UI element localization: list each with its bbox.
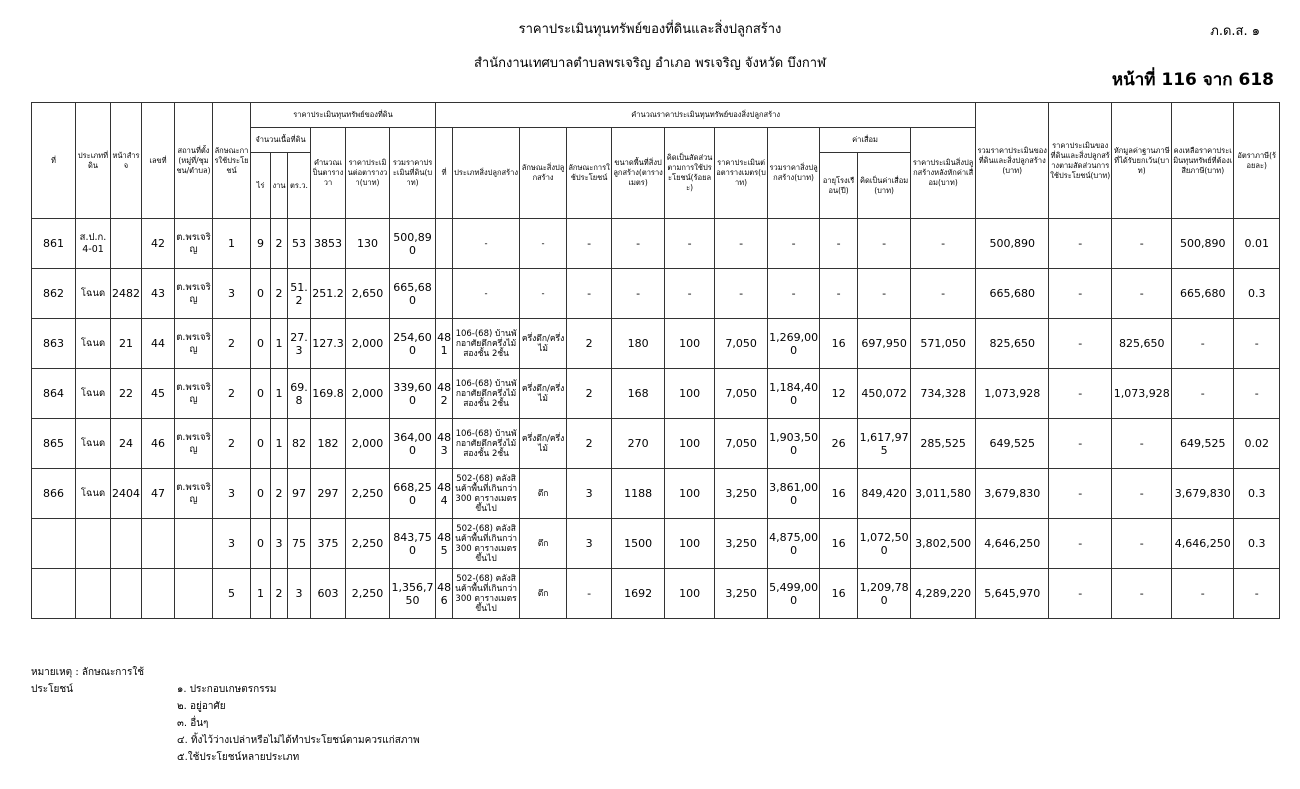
cell-deduct: 825,650 bbox=[1112, 319, 1172, 369]
cell-wa: 97 bbox=[288, 469, 311, 519]
cell-b-usage: 2 bbox=[567, 319, 612, 369]
cell-land-type: โฉนด bbox=[76, 469, 111, 519]
cell-b-price: 7,050 bbox=[715, 319, 768, 369]
cell-land-total: 254,600 bbox=[390, 319, 436, 369]
col-header-b-after: ราคาประเมินสิ่งปลูกสร้างหลังหักค่าเสื่อม(บาท) bbox=[911, 128, 976, 219]
col-header-b-type: ประเภทสิ่งปลูกสร้าง bbox=[453, 128, 520, 219]
cell-b-pct: - bbox=[665, 269, 715, 319]
cell-b-price: 3,250 bbox=[715, 569, 768, 619]
cell-b-size: 1692 bbox=[612, 569, 665, 619]
col-header-b-total: รวมราคาสิ่งปลูกสร้าง(บาท) bbox=[768, 128, 820, 219]
cell-rai: 0 bbox=[251, 369, 271, 419]
table-row bbox=[32, 369, 1280, 419]
cell-price: 2,000 bbox=[346, 419, 390, 469]
col-header-calc-sqwa: คำนวณเป็นตารางวา bbox=[311, 128, 346, 219]
cell-location: ต.พรเจริญ bbox=[175, 269, 213, 319]
cell-land-type: โฉนด bbox=[76, 419, 111, 469]
cell-b-price: 7,050 bbox=[715, 369, 768, 419]
cell-dep-value: 1,072,500 bbox=[858, 519, 911, 569]
cell-b-usage: 2 bbox=[567, 419, 612, 469]
cell-b-size: 1188 bbox=[612, 469, 665, 519]
cell-b-type: - bbox=[453, 269, 520, 319]
cell-sqwa: 169.8 bbox=[311, 369, 346, 419]
col-header-usage: ลักษณะการใช้ประโยชน์ bbox=[213, 103, 251, 219]
cell-land-type: โฉนด bbox=[76, 269, 111, 319]
col-header-b-no: ที่ bbox=[436, 128, 453, 219]
cell-rai: 0 bbox=[251, 319, 271, 369]
col-header-tax-rate: อัตราภาษี(ร้อยละ) bbox=[1234, 103, 1280, 219]
cell-location: ต.พรเจริญ bbox=[175, 369, 213, 419]
cell-b-size: 168 bbox=[612, 369, 665, 419]
cell-total: 5,645,970 bbox=[976, 569, 1049, 619]
cell-location: ต.พรเจริญ bbox=[175, 319, 213, 369]
notes-label: หมายเหตุ : ลักษณะการใช้ประโยชน์ bbox=[31, 667, 145, 695]
cell-location: ต.พรเจริญ bbox=[175, 219, 213, 269]
cell-page: 24 bbox=[111, 419, 142, 469]
col-header-b-price: ราคาประเมินต่อตารางเมตร(บาท) bbox=[715, 128, 768, 219]
cell-prop: - bbox=[1049, 219, 1112, 269]
cell-rate: 0.02 bbox=[1234, 419, 1280, 469]
col-header-deduction: หักมูลค่าฐานภาษีที่ได้รับยกเว้น(บาท) bbox=[1112, 103, 1172, 219]
cell-b-price: - bbox=[715, 219, 768, 269]
cell-rate: 0.01 bbox=[1234, 219, 1280, 269]
cell-b-price: 3,250 bbox=[715, 469, 768, 519]
cell-b-after: - bbox=[911, 219, 976, 269]
cell-dep-value: 1,617,975 bbox=[858, 419, 911, 469]
cell-b-no: 485 bbox=[436, 519, 453, 569]
cell-b-pct: 100 bbox=[665, 469, 715, 519]
cell-remain: - bbox=[1172, 569, 1234, 619]
cell-land-type: โฉนด bbox=[76, 369, 111, 419]
cell-rate: 0.3 bbox=[1234, 519, 1280, 569]
cell-number: 42 bbox=[142, 219, 175, 269]
cell-price: 2,250 bbox=[346, 569, 390, 619]
cell-b-char: ตึก bbox=[520, 469, 567, 519]
cell-prop: - bbox=[1049, 269, 1112, 319]
cell-b-type: 106-(68) บ้านพักอาศัยตึกครึ่งไม้สองชั้น 2ชั้น bbox=[453, 369, 520, 419]
cell-b-type: - bbox=[453, 219, 520, 269]
cell-b-after: 4,289,220 bbox=[911, 569, 976, 619]
cell-b-total: - bbox=[768, 269, 820, 319]
col-header-prop-value: ราคาประเมินของที่ดินและสิ่งปลูกสร้างตามสัดส่วนการใช้ประโยชน์(บาท) bbox=[1049, 103, 1112, 219]
cell-b-char: ครึ่งตึก/ครึ่งไม้ bbox=[520, 369, 567, 419]
cell-page: 21 bbox=[111, 319, 142, 369]
cell-usage: 2 bbox=[213, 319, 251, 369]
cell-remain: 500,890 bbox=[1172, 219, 1234, 269]
cell-ngan: 2 bbox=[271, 269, 288, 319]
cell-location: ต.พรเจริญ bbox=[175, 469, 213, 519]
cell-b-total: 5,499,000 bbox=[768, 569, 820, 619]
cell-land-type bbox=[76, 569, 111, 619]
col-header-dep-group: ค่าเสื่อม bbox=[820, 128, 911, 153]
cell-dep-age: 16 bbox=[820, 519, 858, 569]
cell-ngan: 1 bbox=[271, 419, 288, 469]
cell-ngan: 2 bbox=[271, 569, 288, 619]
cell-remain: 649,525 bbox=[1172, 419, 1234, 469]
col-header-no: ที่ bbox=[32, 103, 76, 219]
cell-b-price: - bbox=[715, 269, 768, 319]
table-row bbox=[32, 219, 1280, 269]
cell-b-char: ครึ่งตึก/ครึ่งไม้ bbox=[520, 319, 567, 369]
cell-rai: 0 bbox=[251, 469, 271, 519]
cell-number: 45 bbox=[142, 369, 175, 419]
cell-b-size: 1500 bbox=[612, 519, 665, 569]
cell-no: 865 bbox=[32, 419, 76, 469]
cell-location bbox=[175, 569, 213, 619]
col-header-b-usage: ลักษณะการใช้ประโยชน์ bbox=[567, 128, 612, 219]
cell-b-total: - bbox=[768, 219, 820, 269]
cell-b-pct: 100 bbox=[665, 369, 715, 419]
cell-location bbox=[175, 519, 213, 569]
cell-b-after: 734,328 bbox=[911, 369, 976, 419]
cell-no bbox=[32, 519, 76, 569]
cell-dep-value: 697,950 bbox=[858, 319, 911, 369]
cell-b-usage: - bbox=[567, 219, 612, 269]
cell-number bbox=[142, 519, 175, 569]
cell-b-no: 482 bbox=[436, 369, 453, 419]
cell-wa: 75 bbox=[288, 519, 311, 569]
table-row bbox=[32, 319, 1280, 369]
cell-usage: 2 bbox=[213, 419, 251, 469]
note-item: ๒. อยู่อาศัย bbox=[177, 701, 226, 712]
cell-number: 43 bbox=[142, 269, 175, 319]
cell-b-after: 571,050 bbox=[911, 319, 976, 369]
cell-land-total: 1,356,750 bbox=[390, 569, 436, 619]
cell-sqwa: 297 bbox=[311, 469, 346, 519]
cell-page: 22 bbox=[111, 369, 142, 419]
cell-deduct: - bbox=[1112, 219, 1172, 269]
cell-number bbox=[142, 569, 175, 619]
col-header-land-total: รวมราคาประเมินที่ดิน(บาท) bbox=[390, 128, 436, 219]
cell-ngan: 2 bbox=[271, 219, 288, 269]
cell-b-no: 483 bbox=[436, 419, 453, 469]
table-row bbox=[32, 519, 1280, 569]
col-header-b-pct: คิดเป็นสัดส่วนตามการใช้ประโยชน์(ร้อยละ) bbox=[665, 128, 715, 219]
page-number: หน้าที่ 116 จาก 618 bbox=[1111, 70, 1274, 90]
cell-sqwa: 3853 bbox=[311, 219, 346, 269]
cell-no: 862 bbox=[32, 269, 76, 319]
cell-remain: - bbox=[1172, 369, 1234, 419]
cell-b-pct: 100 bbox=[665, 519, 715, 569]
cell-no bbox=[32, 569, 76, 619]
cell-land-total: 339,600 bbox=[390, 369, 436, 419]
cell-total: 1,073,928 bbox=[976, 369, 1049, 419]
cell-price: 2,250 bbox=[346, 519, 390, 569]
cell-wa: 3 bbox=[288, 569, 311, 619]
cell-deduct: - bbox=[1112, 469, 1172, 519]
cell-total: 3,679,830 bbox=[976, 469, 1049, 519]
cell-b-size: 270 bbox=[612, 419, 665, 469]
col-header-remaining: คงเหลือราคาประเมินทุนทรัพย์ที่ต้องเสียภาษี(บาท) bbox=[1172, 103, 1234, 219]
cell-price: 2,000 bbox=[346, 369, 390, 419]
cell-prop: - bbox=[1049, 569, 1112, 619]
cell-ngan: 1 bbox=[271, 319, 288, 369]
cell-b-char: ครึ่งตึก/ครึ่งไม้ bbox=[520, 419, 567, 469]
cell-no: 861 bbox=[32, 219, 76, 269]
cell-wa: 53 bbox=[288, 219, 311, 269]
col-header-rai: ไร่ bbox=[251, 153, 271, 219]
cell-deduct: - bbox=[1112, 519, 1172, 569]
cell-sqwa: 182 bbox=[311, 419, 346, 469]
cell-b-no: 484 bbox=[436, 469, 453, 519]
cell-dep-value: 849,420 bbox=[858, 469, 911, 519]
page-subtitle: สำนักงานเทศบาลตำบลพรเจริญ อำเภอ พรเจริญ จังหวัด บึงกาฬ bbox=[473, 56, 826, 71]
cell-usage: 3 bbox=[213, 519, 251, 569]
cell-b-pct: 100 bbox=[665, 569, 715, 619]
cell-land-total: 668,250 bbox=[390, 469, 436, 519]
cell-b-pct: 100 bbox=[665, 319, 715, 369]
cell-dep-age: 16 bbox=[820, 319, 858, 369]
cell-rai: 0 bbox=[251, 519, 271, 569]
col-header-total: รวมราคาประเมินของที่ดินและสิ่งปลูกสร้าง(บาท) bbox=[976, 103, 1049, 219]
cell-b-total: 1,269,000 bbox=[768, 319, 820, 369]
cell-b-after: 3,011,580 bbox=[911, 469, 976, 519]
table-row bbox=[32, 569, 1280, 619]
cell-b-total: 1,184,400 bbox=[768, 369, 820, 419]
cell-b-char: - bbox=[520, 269, 567, 319]
cell-b-price: 3,250 bbox=[715, 519, 768, 569]
cell-total: 4,646,250 bbox=[976, 519, 1049, 569]
col-header-building-group: คำนวณราคาประเมินทุนทรัพย์ของสิ่งปลูกสร้าง bbox=[436, 103, 976, 128]
col-header-land-group: ราคาประเมินทุนทรัพย์ของที่ดิน bbox=[251, 103, 436, 128]
cell-total: 649,525 bbox=[976, 419, 1049, 469]
cell-dep-value: - bbox=[858, 269, 911, 319]
cell-page: 2482 bbox=[111, 269, 142, 319]
cell-ngan: 2 bbox=[271, 469, 288, 519]
cell-price: 2,650 bbox=[346, 269, 390, 319]
cell-number: 44 bbox=[142, 319, 175, 369]
cell-b-type: 502-(68) คลังสินค้าพื้นที่เกินกว่า 300 ตารางเมตรขึ้นไป bbox=[453, 519, 520, 569]
cell-number: 47 bbox=[142, 469, 175, 519]
table-row bbox=[32, 419, 1280, 469]
cell-land-total: 500,890 bbox=[390, 219, 436, 269]
note-item: ๔. ทิ้งไว้ว่างเปล่าหรือไม่ได้ทำประโยชน์ตามควรแก่สภาพ bbox=[177, 735, 420, 746]
cell-sqwa: 375 bbox=[311, 519, 346, 569]
col-header-dep-age: อายุโรงเรือน(ปี) bbox=[820, 153, 858, 219]
cell-b-total: 3,861,000 bbox=[768, 469, 820, 519]
cell-page: 2404 bbox=[111, 469, 142, 519]
cell-sqwa: 127.3 bbox=[311, 319, 346, 369]
col-header-price-sqwa: ราคาประเมินต่อตารางวา(บาท) bbox=[346, 128, 390, 219]
cell-location: ต.พรเจริญ bbox=[175, 419, 213, 469]
cell-prop: - bbox=[1049, 319, 1112, 369]
cell-usage: 2 bbox=[213, 369, 251, 419]
cell-b-after: 3,802,500 bbox=[911, 519, 976, 569]
cell-rate: - bbox=[1234, 319, 1280, 369]
cell-sqwa: 603 bbox=[311, 569, 346, 619]
cell-dep-value: - bbox=[858, 219, 911, 269]
assessment-table bbox=[31, 102, 1280, 619]
cell-prop: - bbox=[1049, 419, 1112, 469]
cell-wa: 82 bbox=[288, 419, 311, 469]
cell-remain: 4,646,250 bbox=[1172, 519, 1234, 569]
table-row bbox=[32, 469, 1280, 519]
cell-b-usage: - bbox=[567, 269, 612, 319]
cell-land-total: 665,680 bbox=[390, 269, 436, 319]
cell-b-usage: 2 bbox=[567, 369, 612, 419]
cell-b-no: 486 bbox=[436, 569, 453, 619]
cell-land-total: 843,750 bbox=[390, 519, 436, 569]
cell-total: 665,680 bbox=[976, 269, 1049, 319]
cell-total: 825,650 bbox=[976, 319, 1049, 369]
cell-b-size: - bbox=[612, 269, 665, 319]
cell-dep-age: 12 bbox=[820, 369, 858, 419]
cell-b-type: 502-(68) คลังสินค้าพื้นที่เกินกว่า 300 ตารางเมตรขึ้นไป bbox=[453, 469, 520, 519]
cell-rate: 0.3 bbox=[1234, 469, 1280, 519]
cell-wa: 27.3 bbox=[288, 319, 311, 369]
cell-rai: 0 bbox=[251, 419, 271, 469]
cell-price: 2,000 bbox=[346, 319, 390, 369]
col-header-number: เลขที่ bbox=[142, 103, 175, 219]
cell-b-total: 1,903,500 bbox=[768, 419, 820, 469]
notes bbox=[31, 664, 420, 766]
cell-page bbox=[111, 519, 142, 569]
col-header-b-char: ลักษณะสิ่งปลูกสร้าง bbox=[520, 128, 567, 219]
cell-page bbox=[111, 569, 142, 619]
cell-b-usage: 3 bbox=[567, 519, 612, 569]
cell-prop: - bbox=[1049, 519, 1112, 569]
cell-dep-age: 16 bbox=[820, 469, 858, 519]
cell-usage: 3 bbox=[213, 469, 251, 519]
cell-deduct: - bbox=[1112, 569, 1172, 619]
table-row bbox=[32, 269, 1280, 319]
note-item: ๓. อื่นๆ bbox=[177, 718, 209, 729]
cell-b-char: - bbox=[520, 219, 567, 269]
cell-rai: 1 bbox=[251, 569, 271, 619]
cell-price: 2,250 bbox=[346, 469, 390, 519]
cell-no: 866 bbox=[32, 469, 76, 519]
cell-land-total: 364,000 bbox=[390, 419, 436, 469]
cell-b-after: 285,525 bbox=[911, 419, 976, 469]
cell-no: 864 bbox=[32, 369, 76, 419]
col-header-survey-page: หน้าสำรจ bbox=[111, 103, 142, 219]
cell-remain: 3,679,830 bbox=[1172, 469, 1234, 519]
cell-b-price: 7,050 bbox=[715, 419, 768, 469]
cell-b-size: - bbox=[612, 219, 665, 269]
cell-b-usage: - bbox=[567, 569, 612, 619]
col-header-land-type: ประเภทที่ดิน bbox=[76, 103, 111, 219]
col-header-dep-value: คิดเป็นค่าเสื่อม(บาท) bbox=[858, 153, 911, 219]
cell-dep-value: 450,072 bbox=[858, 369, 911, 419]
cell-dep-age: 16 bbox=[820, 569, 858, 619]
page-title: ราคาประเมินทุนทรัพย์ของที่ดินและสิ่งปลูกสร้าง bbox=[518, 22, 782, 37]
cell-b-after: - bbox=[911, 269, 976, 319]
cell-b-char: ตึก bbox=[520, 569, 567, 619]
cell-number: 46 bbox=[142, 419, 175, 469]
cell-prop: - bbox=[1049, 469, 1112, 519]
cell-dep-age: - bbox=[820, 219, 858, 269]
note-item: ๑. ประกอบเกษตรกรรม bbox=[177, 684, 277, 695]
cell-total: 500,890 bbox=[976, 219, 1049, 269]
cell-b-total: 4,875,000 bbox=[768, 519, 820, 569]
cell-dep-age: 26 bbox=[820, 419, 858, 469]
cell-no: 863 bbox=[32, 319, 76, 369]
cell-rai: 9 bbox=[251, 219, 271, 269]
cell-b-char: ตึก bbox=[520, 519, 567, 569]
cell-b-pct: 100 bbox=[665, 419, 715, 469]
cell-b-pct: - bbox=[665, 219, 715, 269]
col-header-ngan: งาน bbox=[271, 153, 288, 219]
cell-prop: - bbox=[1049, 369, 1112, 419]
col-header-location: สถานที่ตั้ง(หมู่ที่/ชุมชน/ตำบล) bbox=[175, 103, 213, 219]
cell-b-size: 180 bbox=[612, 319, 665, 369]
cell-b-no bbox=[436, 219, 453, 269]
cell-wa: 51.2 bbox=[288, 269, 311, 319]
col-header-wa: ตร.ว. bbox=[288, 153, 311, 219]
cell-usage: 5 bbox=[213, 569, 251, 619]
cell-remain: 665,680 bbox=[1172, 269, 1234, 319]
cell-b-usage: 3 bbox=[567, 469, 612, 519]
cell-sqwa: 251.2 bbox=[311, 269, 346, 319]
cell-deduct: - bbox=[1112, 419, 1172, 469]
cell-page bbox=[111, 219, 142, 269]
cell-land-type: โฉนด bbox=[76, 319, 111, 369]
cell-b-no: 481 bbox=[436, 319, 453, 369]
cell-rai: 0 bbox=[251, 269, 271, 319]
cell-deduct: 1,073,928 bbox=[1112, 369, 1172, 419]
cell-price: 130 bbox=[346, 219, 390, 269]
cell-dep-age: - bbox=[820, 269, 858, 319]
col-header-area-group: จำนวนเนื้อที่ดิน bbox=[251, 128, 311, 153]
cell-b-type: 502-(68) คลังสินค้าพื้นที่เกินกว่า 300 ตารางเมตรขึ้นไป bbox=[453, 569, 520, 619]
cell-land-type: ส.ป.ก. 4-01 bbox=[76, 219, 111, 269]
cell-remain: - bbox=[1172, 319, 1234, 369]
cell-land-type bbox=[76, 519, 111, 569]
cell-b-type: 106-(68) บ้านพักอาศัยตึกครึ่งไม้สองชั้น 2ชั้น bbox=[453, 419, 520, 469]
note-item: ๕.ใช้ประโยชน์หลายประเภท bbox=[177, 752, 300, 763]
cell-usage: 1 bbox=[213, 219, 251, 269]
cell-rate: - bbox=[1234, 369, 1280, 419]
col-header-b-size: ขนาดพื้นที่สิ่งปลูกสร้าง(ตารางเมตร) bbox=[612, 128, 665, 219]
cell-rate: - bbox=[1234, 569, 1280, 619]
cell-ngan: 3 bbox=[271, 519, 288, 569]
cell-deduct: - bbox=[1112, 269, 1172, 319]
form-code: ภ.ด.ส. ๑ bbox=[1210, 24, 1260, 39]
cell-rate: 0.3 bbox=[1234, 269, 1280, 319]
cell-dep-value: 1,209,780 bbox=[858, 569, 911, 619]
cell-b-no bbox=[436, 269, 453, 319]
cell-usage: 3 bbox=[213, 269, 251, 319]
cell-b-type: 106-(68) บ้านพักอาศัยตึกครึ่งไม้สองชั้น 2ชั้น bbox=[453, 319, 520, 369]
cell-ngan: 1 bbox=[271, 369, 288, 419]
cell-wa: 69.8 bbox=[288, 369, 311, 419]
